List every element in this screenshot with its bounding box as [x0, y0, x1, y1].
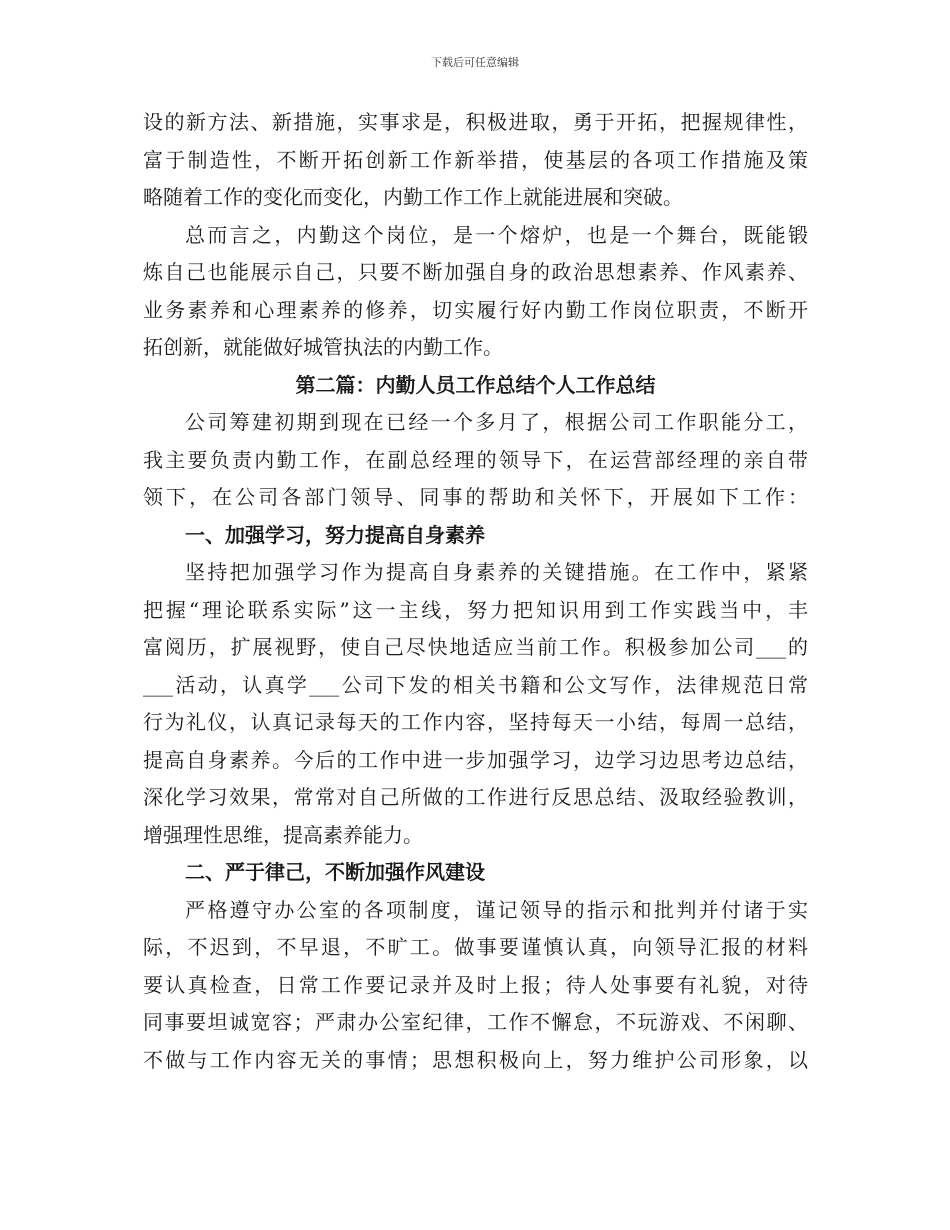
text-line: 深化学习效果，常常对自己所做的工作进行反思总结、汲取经验教训， [143, 785, 808, 809]
text-line: 业务素养和心理素养的修养，切实履行好内勤工作岗位职责，不断开 [143, 297, 808, 322]
text-line: 拓创新，就能做好城管执法的内勤工作。 [143, 335, 503, 359]
text-line: 总而言之，内勤这个岗位，是一个熔炉，也是一个舞台，既能锻 [185, 222, 808, 247]
text-line: 领下，在公司各部门领导、同事的帮助和关怀下，开展如下工作： [143, 485, 808, 509]
text-line: ___活动，认真学___公司下发的相关书籍和公文写作，法律规范日常 [143, 672, 808, 697]
section-heading: 第二篇：内勤人员工作总结个人工作总结 [295, 372, 656, 397]
document-body [143, 104, 808, 1079]
text-line: 富于制造性，不断开拓创新工作新举措，使基层的各项工作措施及策 [143, 147, 808, 172]
text-line: 坚持把加强学习作为提高自身素养的关键措施。在工作中，紧紧 [185, 560, 808, 584]
text-line: 设的新方法、新措施，实事求是，积极进取，勇于开拓，把握规律性， [143, 110, 808, 134]
section-heading: 二、严于律己，不断加强作风建设 [185, 860, 485, 884]
page-header: 下载后可任意编辑 [431, 56, 519, 69]
text-line: 严格遵守办公室的各项制度，谨记领导的指示和批判并付诸于实 [185, 897, 808, 922]
section-heading: 一、加强学习，努力提高自身素养 [185, 522, 485, 547]
text-line: 增强理性思维，提高素养能力。 [143, 822, 423, 847]
text-line: 富阅历，扩展视野，使自己尽快地适应当前工作。积极参加公司___的 [143, 635, 808, 659]
text-line: 要认真检查，日常工作要记录并及时上报；待人处事要有礼貌，对待 [143, 972, 808, 997]
text-line: 公司筹建初期到现在已经一个多月了，根据公司工作职能分工， [185, 410, 808, 434]
text-line: 略随着工作的变化而变化，内勤工作工作上就能进展和突破。 [143, 185, 683, 209]
text-line: 炼自己也能展示自己，只要不断加强自身的政治思想素养、作风素养、 [143, 260, 808, 284]
text-line: 同事要坦诚宽容；严肃办公室纪律，工作不懈怠，不玩游戏、不闲聊、 [143, 1010, 808, 1034]
text-line: 行为礼仪，认真记录每天的工作内容，坚持每天一小结，每周一总结， [143, 710, 808, 734]
text-line: 际，不迟到，不早退，不旷工。做事要谨慎认真，向领导汇报的材料 [143, 935, 808, 959]
text-line: 不做与工作内容无关的事情；思想积极向上，努力维护公司形象，以 [143, 1047, 808, 1072]
text-line: 提高自身素养。今后的工作中进一步加强学习，边学习边思考边总结， [143, 747, 808, 772]
text-line: 把握“理论联系实际”这一主线，努力把知识用到工作实践当中，丰 [143, 597, 808, 622]
text-line: 我主要负责内勤工作，在副总经理的领导下，在运营部经理的亲自带 [143, 447, 808, 472]
